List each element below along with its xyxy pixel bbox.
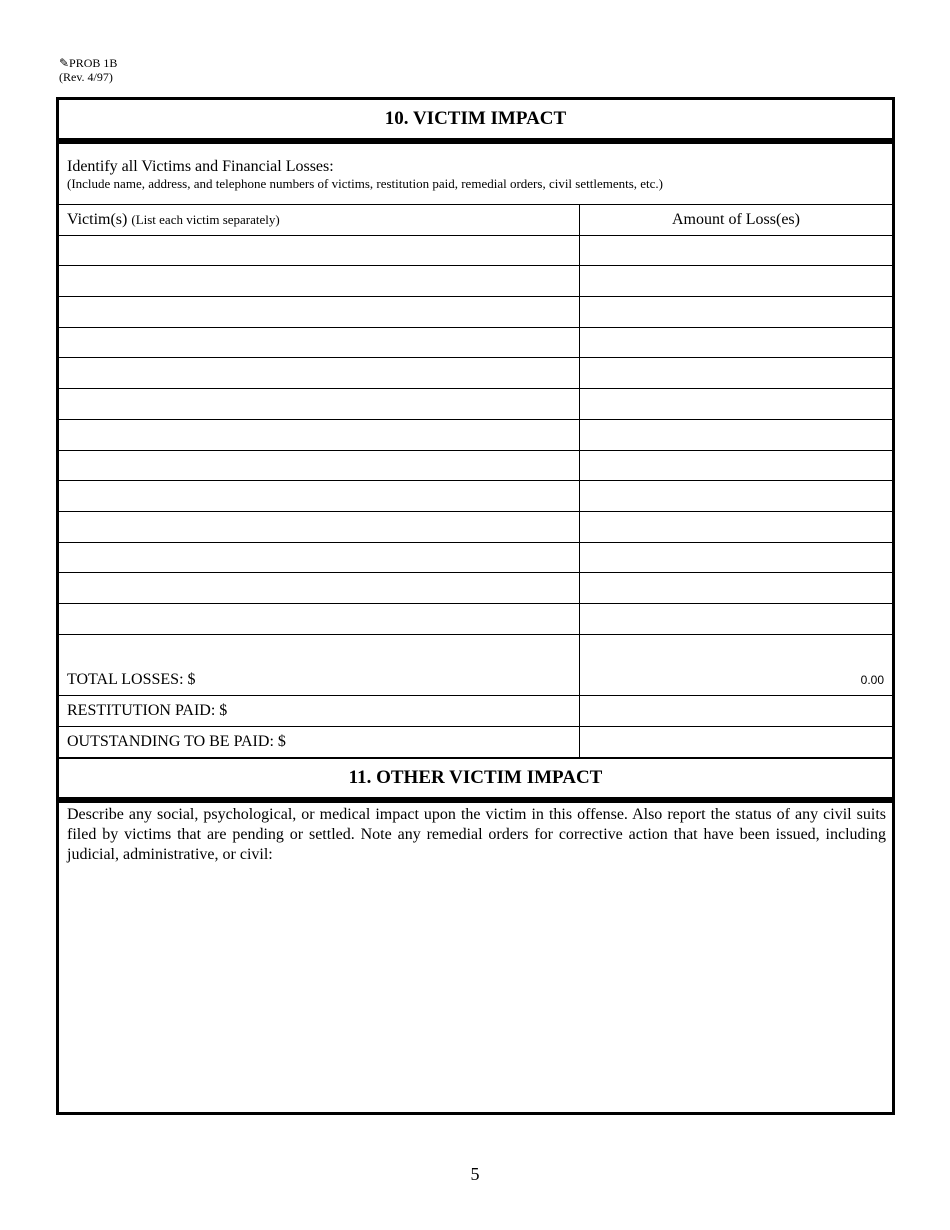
victim-row <box>59 297 892 328</box>
section-11 <box>59 757 892 1105</box>
victim-name-field[interactable] <box>59 481 580 511</box>
victim-impact-form <box>56 97 895 1115</box>
victim-row <box>59 389 892 420</box>
loss-amount-field[interactable] <box>580 543 892 573</box>
identify-note: (Include name, address, and telephone numbers of victims, restitution paid, remedial orders, civil settlements, etc.) <box>67 176 664 191</box>
victim-row <box>59 635 892 666</box>
form-revision: (Rev. 4/97) <box>59 70 113 84</box>
victim-name-field[interactable] <box>59 635 580 666</box>
victim-row <box>59 451 892 482</box>
victim-name-field[interactable] <box>59 512 580 542</box>
victim-row <box>59 236 892 267</box>
amount-column-header: Amount of Loss(es) <box>672 210 800 228</box>
loss-amount-field[interactable] <box>580 512 892 542</box>
outstanding-to-be-paid-row <box>59 727 892 758</box>
victim-row <box>59 604 892 635</box>
identify-victims-block <box>59 144 892 205</box>
total-losses-label: TOTAL LOSSES: $ <box>59 665 580 695</box>
restitution-paid-row <box>59 696 892 727</box>
other-impact-instructions: Describe any social, psychological, or medical impact upon the victim in this offense. Also report the status of any civil suits filed by victims that are pending or settled. Note any remedial orders for corrective action that have been issued, including judicial, administrative, or civil: <box>67 806 886 864</box>
totals-block <box>59 665 892 757</box>
loss-amount-field[interactable] <box>580 481 892 511</box>
victim-table-header <box>59 205 892 236</box>
total-losses-value: 0.00 <box>860 673 884 688</box>
form-code: ✎PROB 1B <box>59 56 118 70</box>
outstanding-to-be-paid-field[interactable] <box>580 727 892 758</box>
loss-amount-field[interactable] <box>580 451 892 481</box>
victim-row <box>59 481 892 512</box>
loss-amount-field[interactable] <box>580 297 892 327</box>
restitution-paid-label: RESTITUTION PAID: $ <box>59 696 580 726</box>
other-impact-response-field[interactable] <box>59 865 892 1105</box>
loss-amount-field[interactable] <box>580 236 892 266</box>
victim-row <box>59 543 892 574</box>
victim-name-field[interactable] <box>59 543 580 573</box>
loss-amount-field[interactable] <box>580 420 892 450</box>
loss-amount-field[interactable] <box>580 266 892 296</box>
victim-name-field[interactable] <box>59 297 580 327</box>
victim-name-field[interactable] <box>59 358 580 388</box>
victim-name-field[interactable] <box>59 389 580 419</box>
outstanding-to-be-paid-label: OUTSTANDING TO BE PAID: $ <box>59 727 580 758</box>
restitution-paid-field[interactable] <box>580 696 892 726</box>
total-losses-row <box>59 665 892 696</box>
victim-name-field[interactable] <box>59 573 580 603</box>
loss-amount-field[interactable] <box>580 604 892 634</box>
page-number: 5 <box>470 1164 480 1184</box>
total-losses-field[interactable] <box>580 665 892 695</box>
victim-row <box>59 358 892 389</box>
victim-name-field[interactable] <box>59 420 580 450</box>
victim-row <box>59 512 892 543</box>
form-identifier <box>59 56 117 84</box>
victim-name-field[interactable] <box>59 266 580 296</box>
loss-amount-field[interactable] <box>580 358 892 388</box>
victim-column-note: (List each victim separately) <box>131 211 280 227</box>
victim-row <box>59 266 892 297</box>
section-11-title: 11. OTHER VICTIM IMPACT <box>348 767 603 789</box>
loss-amount-field[interactable] <box>580 328 892 358</box>
victim-column-header <box>59 205 580 235</box>
victim-name-field[interactable] <box>59 236 580 266</box>
victim-name-field[interactable] <box>59 328 580 358</box>
loss-amount-field[interactable] <box>580 389 892 419</box>
loss-amount-field[interactable] <box>580 635 892 666</box>
victim-rows <box>59 236 892 666</box>
victim-column-label: Victim(s) <box>67 210 128 228</box>
loss-amount-field[interactable] <box>580 573 892 603</box>
victim-name-field[interactable] <box>59 604 580 634</box>
victim-row <box>59 573 892 604</box>
victim-row <box>59 420 892 451</box>
section-10-title: 10. VICTIM IMPACT <box>384 108 567 129</box>
identify-label: Identify all Victims and Financial Losses: <box>67 158 334 175</box>
victim-row <box>59 328 892 359</box>
victim-table <box>59 205 892 757</box>
victim-name-field[interactable] <box>59 451 580 481</box>
